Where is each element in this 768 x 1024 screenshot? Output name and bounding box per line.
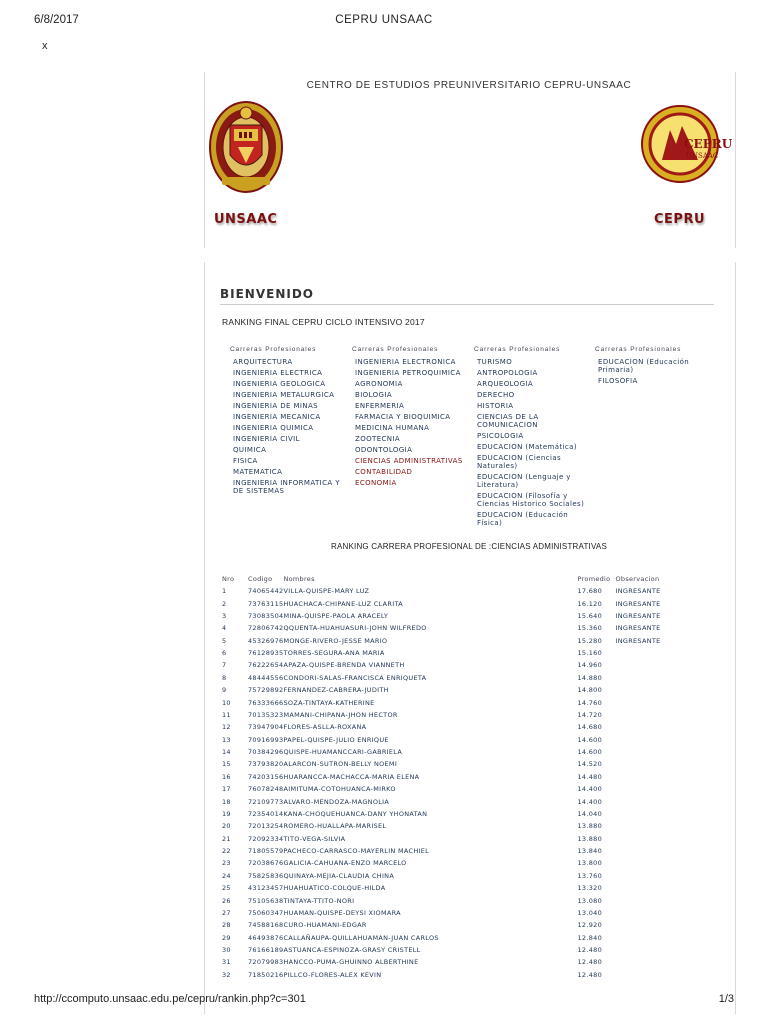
- career-link[interactable]: EDUCACION (Ciencias Naturales): [477, 454, 562, 470]
- cell-observacion: [615, 672, 675, 684]
- cell-promedio: 12.840: [577, 933, 603, 942]
- table-row: [222, 709, 675, 721]
- cell-nro: 14: [222, 748, 231, 757]
- cell-nro: 32: [222, 970, 231, 979]
- career-link[interactable]: FISICA: [233, 457, 258, 465]
- career-link[interactable]: DERECHO: [477, 391, 515, 399]
- career-link[interactable]: AGRONOMIA: [355, 380, 403, 388]
- career-list: [595, 358, 705, 385]
- table-row: [222, 845, 675, 857]
- cell-nombres: QQUENTA-HUAHUASURI-JOHN WILFREDO: [283, 624, 427, 633]
- unsaac-brand-label: UNSAAC: [214, 212, 278, 227]
- cell-codigo: 45326976: [248, 636, 284, 645]
- career-link[interactable]: HISTORIA: [477, 402, 514, 410]
- cell-codigo: 70384296: [248, 748, 284, 757]
- cell-nombres: PILLCO-FLORES-ALEX KEVIN: [283, 970, 382, 979]
- cell-observacion: INGRESANTE: [615, 587, 661, 596]
- cell-promedio: 14.400: [577, 797, 603, 806]
- career-link[interactable]: PSICOLOGIA: [477, 432, 524, 440]
- cell-codigo: 48444556: [248, 673, 284, 682]
- career-link[interactable]: EDUCACION (Educación Primaria): [598, 358, 690, 374]
- cell-nro: 29: [222, 933, 231, 942]
- career-column-4: [595, 346, 705, 388]
- cell-promedio: 15.360: [577, 624, 603, 633]
- career-link[interactable]: INGENIERIA DE MINAS: [233, 402, 319, 410]
- cell-nro: 28: [222, 921, 231, 930]
- career-column-heading: Carreras Profesionales: [474, 346, 561, 353]
- cell-promedio: 13.040: [577, 908, 603, 917]
- cell-observacion: [615, 709, 675, 721]
- table-row: [222, 907, 675, 919]
- table-row: [222, 672, 675, 684]
- cell-observacion: [615, 845, 675, 857]
- career-link[interactable]: INGENIERIA QUIMICA: [233, 424, 314, 432]
- cell-observacion: [615, 647, 675, 659]
- cell-nro: 15: [222, 760, 231, 769]
- table-row: [222, 622, 675, 634]
- career-link[interactable]: ECONOMIA: [355, 479, 397, 487]
- cell-nro: 17: [222, 785, 231, 794]
- cell-codigo: 72092334: [248, 834, 284, 843]
- cell-nombres: VILLA-QUISPE-MARY LUZ: [283, 587, 370, 596]
- cell-nro: 8: [222, 673, 227, 682]
- cell-promedio: 13.880: [577, 822, 603, 831]
- career-column-2: [352, 346, 472, 490]
- page-number: 1/3: [718, 993, 734, 1005]
- cell-codigo: 71850216: [248, 970, 284, 979]
- cell-observacion: [615, 684, 675, 696]
- cell-promedio: 14.960: [577, 661, 603, 670]
- career-column-heading: Carreras Profesionales: [352, 346, 439, 353]
- cell-observacion: INGRESANTE: [615, 624, 661, 633]
- print-date: 6/8/2017: [34, 14, 79, 26]
- cell-codigo: 72079983: [248, 958, 284, 967]
- cell-nombres: APAZA-QUISPE-BRENDA VIANNETH: [283, 661, 405, 670]
- cell-nro: 30: [222, 946, 231, 955]
- cell-nro: 21: [222, 834, 231, 843]
- career-link[interactable]: INGENIERIA ELECTRONICA: [355, 358, 456, 366]
- cell-promedio: 14.760: [577, 698, 603, 707]
- cell-observacion: [615, 919, 675, 931]
- cell-codigo: 76078248: [248, 785, 284, 794]
- cell-codigo: 72038676: [248, 859, 284, 868]
- cell-observacion: [615, 734, 675, 746]
- cell-codigo: 76128935: [248, 649, 284, 658]
- cell-nombres: CONDORI-SALAS-FRANCISCA ENRIQUETA: [283, 673, 427, 682]
- col-header-nombres: Nombres: [283, 575, 315, 583]
- career-link[interactable]: ARQUEOLOGIA: [477, 380, 534, 388]
- cell-nombres: TORRES-SEGURA-ANA MARIA: [283, 649, 385, 658]
- table-row: [222, 783, 675, 795]
- table-row: [222, 659, 675, 671]
- cell-observacion: [615, 721, 675, 733]
- table-row: [222, 956, 675, 968]
- cell-promedio: 14.600: [577, 748, 603, 757]
- cell-nro: 12: [222, 723, 231, 732]
- cell-observacion: [615, 659, 675, 671]
- cell-nro: 18: [222, 797, 231, 806]
- career-link[interactable]: CONTABILIDAD: [355, 468, 413, 476]
- career-link[interactable]: INGENIERIA METALURGICA: [233, 391, 335, 399]
- career-link[interactable]: ANTROPOLOGIA: [477, 369, 538, 377]
- cell-nombres: MONGE-RIVERO-JESSE MARIO: [283, 636, 388, 645]
- cell-nro: 24: [222, 871, 231, 880]
- cell-codigo: 70135323: [248, 710, 284, 719]
- career-list: [352, 358, 472, 487]
- cell-codigo: 46493876: [248, 933, 284, 942]
- career-link[interactable]: TURISMO: [477, 358, 513, 366]
- career-link[interactable]: EDUCACION (Matemática): [477, 443, 577, 451]
- cell-nombres: HUAHUATICO-COLQUE-HILDA: [283, 884, 386, 893]
- table-row: [222, 932, 675, 944]
- cell-observacion: [615, 894, 675, 906]
- cell-nombres: FERNANDEZ-CABRERA-JUDITH: [283, 686, 389, 695]
- career-link[interactable]: FILOSOFIA: [598, 377, 638, 385]
- table-row: [222, 721, 675, 733]
- cell-codigo: 75105638: [248, 896, 284, 905]
- print-header: [34, 14, 734, 30]
- cell-codigo: 73083504: [248, 611, 284, 620]
- cell-promedio: 12.480: [577, 958, 603, 967]
- career-link[interactable]: INGENIERIA PETROQUIMICA: [355, 369, 461, 377]
- table-row: [222, 919, 675, 931]
- cell-codigo: 75825836: [248, 871, 284, 880]
- table-row: [222, 758, 675, 770]
- cell-promedio: 12.920: [577, 921, 603, 930]
- table-header-row: [222, 573, 675, 585]
- cell-codigo: 72013254: [248, 822, 284, 831]
- cell-nombres: MAMANI-CHIPANA-JHON HECTOR: [283, 710, 398, 719]
- career-link[interactable]: MATEMATICA: [233, 468, 283, 476]
- table-row: [222, 585, 675, 597]
- cell-codigo: 73763115: [248, 599, 284, 608]
- cell-nombres: QUISPE-HUAMANCCARI-GABRIELA: [283, 748, 403, 757]
- cell-nombres: FLORES-ASLLA-ROXANA: [283, 723, 367, 732]
- career-column-1: [230, 346, 348, 498]
- cell-observacion: [615, 944, 675, 956]
- cell-codigo: 76166189: [248, 946, 284, 955]
- cell-promedio: 15.640: [577, 611, 603, 620]
- career-link[interactable]: BIOLOGIA: [355, 391, 393, 399]
- cell-nombres: HUARANCCA-MACHACCA-MARIA ELENA: [283, 772, 420, 781]
- cell-promedio: 13.320: [577, 884, 603, 893]
- cell-nombres: KANA-CHOQUEHUANCA-DANY YHONATAN: [283, 809, 428, 818]
- cell-nombres: ALVARO-MENDOZA-MAGNOLIA: [283, 797, 390, 806]
- cell-nombres: AIMITUMA-COTOHUANCA-MIRKO: [283, 785, 396, 794]
- cell-promedio: 14.400: [577, 785, 603, 794]
- cell-nombres: ALARCON-SUTRON-BELLY NOEMI: [283, 760, 398, 769]
- svg-text:CEPRU: CEPRU: [684, 137, 733, 151]
- cell-promedio: 14.720: [577, 710, 603, 719]
- table-row: [222, 597, 675, 609]
- cell-nombres: ROMERO-HUALLAPA-MARISEL: [283, 822, 387, 831]
- cell-observacion: [615, 771, 675, 783]
- cell-nombres: CURO-HUAMANI-EDGAR: [283, 921, 367, 930]
- cell-nombres: HUAMAN-QUISPE-DEYSI XIOMARA: [283, 908, 401, 917]
- career-link[interactable]: FARMACIA Y BIOQUIMICA: [355, 413, 451, 421]
- career-link[interactable]: ARQUITECTURA: [233, 358, 293, 366]
- cell-promedio: 14.880: [577, 673, 603, 682]
- table-row: [222, 746, 675, 758]
- cell-nro: 7: [222, 661, 227, 670]
- cell-observacion: [615, 758, 675, 770]
- cell-nombres: ASTUANCA-ESPINOZA-GRASY CRISTELL: [283, 946, 421, 955]
- welcome-heading: BIENVENIDO: [220, 287, 315, 301]
- cell-observacion: [615, 696, 675, 708]
- cell-codigo: 74203156: [248, 772, 284, 781]
- career-link[interactable]: CIENCIAS ADMINISTRATIVAS: [355, 457, 463, 465]
- table-row: [222, 944, 675, 956]
- career-column-3: [474, 346, 590, 530]
- cell-nro: 22: [222, 847, 231, 856]
- cell-nro: 1: [222, 587, 227, 596]
- career-link[interactable]: INGENIERIA CIVIL: [233, 435, 300, 443]
- cell-codigo: 76333666: [248, 698, 284, 707]
- cell-codigo: 74065442: [248, 587, 284, 596]
- cell-nro: 3: [222, 611, 227, 620]
- cell-codigo: 73793820: [248, 760, 284, 769]
- table-row: [222, 635, 675, 647]
- cell-observacion: [615, 857, 675, 869]
- cell-nro: 9: [222, 686, 227, 695]
- cell-observacion: [615, 870, 675, 882]
- cell-nro: 20: [222, 822, 231, 831]
- career-link[interactable]: MEDICINA HUMANA: [355, 424, 430, 432]
- cell-observacion: [615, 833, 675, 845]
- cell-promedio: 14.040: [577, 809, 603, 818]
- cell-codigo: 43123457: [248, 884, 284, 893]
- close-link[interactable]: x: [42, 40, 48, 52]
- cell-promedio: 14.680: [577, 723, 603, 732]
- table-row: [222, 820, 675, 832]
- cell-codigo: 75729892: [248, 686, 284, 695]
- cell-nro: 4: [222, 624, 227, 633]
- cell-nro: 27: [222, 908, 231, 917]
- table-row: [222, 833, 675, 845]
- unsaac-crest-logo: [208, 95, 284, 193]
- cell-observacion: [615, 795, 675, 807]
- cell-nro: 2: [222, 599, 227, 608]
- cell-observacion: [615, 820, 675, 832]
- cell-promedio: 14.600: [577, 735, 603, 744]
- cell-promedio: 14.800: [577, 686, 603, 695]
- cell-codigo: 72354014: [248, 809, 284, 818]
- cell-observacion: [615, 969, 675, 981]
- table-row: [222, 696, 675, 708]
- career-list: [230, 358, 348, 495]
- cell-promedio: 12.480: [577, 946, 603, 955]
- career-link[interactable]: INGENIERIA ELECTRICA: [233, 369, 323, 377]
- cell-promedio: 13.800: [577, 859, 603, 868]
- cell-promedio: 13.760: [577, 871, 603, 880]
- cell-nombres: MINA-QUISPE-PAOLA ARACELY: [283, 611, 389, 620]
- cell-codigo: 72109773: [248, 797, 284, 806]
- col-header-codigo: Codigo: [248, 575, 273, 583]
- table-row: [222, 969, 675, 981]
- cell-codigo: 74588168: [248, 921, 284, 930]
- col-header-observacion: Observacion: [615, 575, 660, 583]
- cell-observacion: [615, 808, 675, 820]
- table-row: [222, 795, 675, 807]
- cell-promedio: 16.120: [577, 599, 603, 608]
- career-link[interactable]: CIENCIAS DE LA COMUNICACION: [477, 413, 539, 429]
- print-title: CEPRU UNSAAC: [335, 14, 433, 26]
- svg-text:UNSAAC: UNSAAC: [686, 152, 719, 160]
- ranking-title: RANKING FINAL CEPRU CICLO INTENSIVO 2017: [222, 317, 425, 327]
- cell-promedio: 15.280: [577, 636, 603, 645]
- cell-nro: 19: [222, 809, 231, 818]
- cell-promedio: 15.160: [577, 649, 603, 658]
- career-list: [474, 358, 590, 527]
- cell-observacion: [615, 907, 675, 919]
- career-link[interactable]: EDUCACION (Filosofía y Ciencias Historico Sociales): [477, 492, 585, 508]
- cell-nombres: HANCCO-PUMA-GHUINNO ALBERTHINE: [283, 958, 419, 967]
- site-title: CENTRO DE ESTUDIOS PREUNIVERSITARIO CEPRU-UNSAAC: [306, 80, 632, 91]
- cell-nro: 26: [222, 896, 231, 905]
- table-row: [222, 808, 675, 820]
- table-row: [222, 734, 675, 746]
- cell-promedio: 13.880: [577, 834, 603, 843]
- ranking-body: [222, 585, 675, 981]
- table-row: [222, 684, 675, 696]
- table-row: [222, 882, 675, 894]
- cepru-seal-logo: [640, 104, 733, 184]
- cell-codigo: 75060347: [248, 908, 284, 917]
- cell-codigo: 72806742: [248, 624, 284, 633]
- cell-nro: 16: [222, 772, 231, 781]
- page-url: http://ccomputo.unsaac.edu.pe/cepru/rankin.php?c=301: [34, 993, 306, 1005]
- career-link[interactable]: INGENIERIA GEOLOGICA: [233, 380, 326, 388]
- cell-codigo: 70916993: [248, 735, 284, 744]
- cell-nro: 6: [222, 649, 227, 658]
- cell-nombres: CALLAÑAUPA-QUILLAHUAMAN-JUAN CARLOS: [283, 933, 439, 942]
- career-link[interactable]: ENFERMERIA: [355, 402, 405, 410]
- cell-observacion: [615, 783, 675, 795]
- cell-nombres: HUACHACA-CHIPANE-LUZ CLARITA: [283, 599, 403, 608]
- cell-nombres: PACHECO-CARRASCO-MAYERLIN MACHIEL: [283, 847, 430, 856]
- section-title: RANKING CARRERA PROFESIONAL DE :CIENCIAS ADMINISTRATIVAS: [331, 542, 607, 551]
- career-link[interactable]: EDUCACION (Educación Física): [477, 511, 569, 527]
- cell-codigo: 71805579: [248, 847, 284, 856]
- career-column-heading: Carreras Profesionales: [595, 346, 682, 353]
- cell-observacion: [615, 882, 675, 894]
- cell-promedio: 14.480: [577, 772, 603, 781]
- table-row: [222, 894, 675, 906]
- cell-codigo: 73947904: [248, 723, 284, 732]
- cell-codigo: 76222654: [248, 661, 284, 670]
- table-row: [222, 647, 675, 659]
- career-link[interactable]: ODONTOLOGIA: [355, 446, 413, 454]
- cell-nro: 11: [222, 710, 231, 719]
- cell-promedio: 13.840: [577, 847, 603, 856]
- table-row: [222, 870, 675, 882]
- career-column-heading: Carreras Profesionales: [230, 346, 317, 353]
- cell-promedio: 14.520: [577, 760, 603, 769]
- cell-nombres: QUINAYA-MEJIA-CLAUDIA CHINA: [283, 871, 395, 880]
- cell-promedio: 13.080: [577, 896, 603, 905]
- cepru-brand-label: CEPRU: [654, 212, 706, 227]
- cell-nombres: TINTAYA-TTITO-NORI: [283, 896, 355, 905]
- cell-nombres: GALICIA-CAHUANA-ENZO MARCELO: [283, 859, 407, 868]
- table-row: [222, 610, 675, 622]
- table-row: [222, 857, 675, 869]
- career-link[interactable]: ZOOTECNIA: [355, 435, 401, 443]
- cell-nro: 23: [222, 859, 231, 868]
- cell-nombres: PAPEL-QUISPE-JULIO ENRIQUE: [283, 735, 389, 744]
- cell-nombres: TITO-VEGA-SILVIA: [283, 834, 346, 843]
- cell-observacion: [615, 746, 675, 758]
- cell-observacion: INGRESANTE: [615, 599, 661, 608]
- col-header-nro: Nro: [222, 575, 235, 583]
- cell-promedio: 12.480: [577, 970, 603, 979]
- career-link[interactable]: INGENIERIA MECANICA: [233, 413, 321, 421]
- career-link[interactable]: INGENIERIA INFORMATICA Y DE SISTEMAS: [233, 479, 340, 495]
- cell-observacion: INGRESANTE: [615, 611, 661, 620]
- col-header-promedio: Promedio: [577, 575, 611, 583]
- cell-nro: 13: [222, 735, 231, 744]
- cell-observacion: [615, 956, 675, 968]
- career-link[interactable]: EDUCACION (Lenguaje y Literatura): [477, 473, 571, 489]
- cell-promedio: 17.680: [577, 587, 603, 596]
- table-row: [222, 771, 675, 783]
- cell-nro: 10: [222, 698, 231, 707]
- cell-nombres: SOZA-TINTAYA-KATHERINE: [283, 698, 375, 707]
- cell-nro: 25: [222, 884, 231, 893]
- career-link[interactable]: QUIMICA: [233, 446, 267, 454]
- cell-nro: 31: [222, 958, 231, 967]
- ranking-table: [222, 573, 675, 981]
- welcome-divider: [220, 304, 714, 305]
- cell-nro: 5: [222, 636, 227, 645]
- cell-observacion: INGRESANTE: [615, 636, 661, 645]
- cell-observacion: [615, 932, 675, 944]
